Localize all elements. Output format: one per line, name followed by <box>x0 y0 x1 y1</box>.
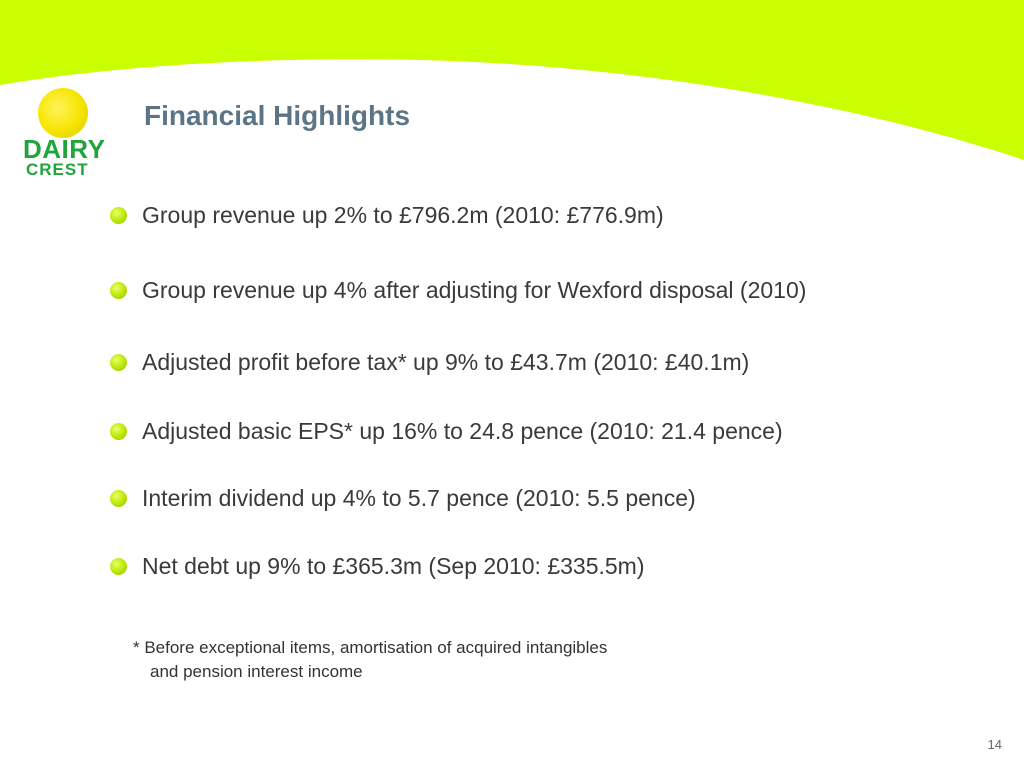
bullet-item <box>110 273 806 307</box>
bullet-text: Interim dividend up 4% to 5.7 pence (2010: 5.5 pence) <box>142 484 696 511</box>
bullet-text: Adjusted basic EPS* up 16% to 24.8 pence (2010: 21.4 pence) <box>142 417 783 444</box>
bullet-item <box>110 481 696 515</box>
bullet-dot-icon <box>110 490 127 507</box>
footnote <box>133 636 607 684</box>
bullet-text: Group revenue up 2% to £796.2m (2010: £776.9m) <box>142 201 664 228</box>
bullet-item <box>110 414 783 448</box>
bullet-item <box>110 198 664 232</box>
logo-line-2: CREST <box>26 160 89 179</box>
bullet-dot-icon <box>110 207 127 224</box>
logo-line-1: DAIRY <box>23 134 106 164</box>
footnote-line-1: * Before exceptional items, amortisation of acquired intangibles <box>133 638 608 657</box>
bullet-dot-icon <box>110 558 127 575</box>
bullet-dot-icon <box>110 423 127 440</box>
bullet-dot-icon <box>110 282 127 299</box>
slide-title: Financial Highlights <box>144 100 411 131</box>
bullet-text: Adjusted profit before tax* up 9% to £43.7m (2010: £40.1m) <box>142 348 750 375</box>
header-swoosh <box>0 0 1024 170</box>
bullet-text: Group revenue up 4% after adjusting for Wexford disposal (2010) <box>142 276 807 303</box>
bullet-item <box>110 549 645 583</box>
dairy-crest-logo <box>20 88 104 188</box>
bullet-dot-icon <box>110 354 127 371</box>
bullet-text: Net debt up 9% to £365.3m (Sep 2010: £335.5m) <box>142 552 645 579</box>
footnote-line-2: and pension interest income <box>150 662 363 681</box>
logo-sun-icon <box>38 88 88 138</box>
page-number: 14 <box>987 737 1002 752</box>
bullet-item <box>110 345 749 379</box>
